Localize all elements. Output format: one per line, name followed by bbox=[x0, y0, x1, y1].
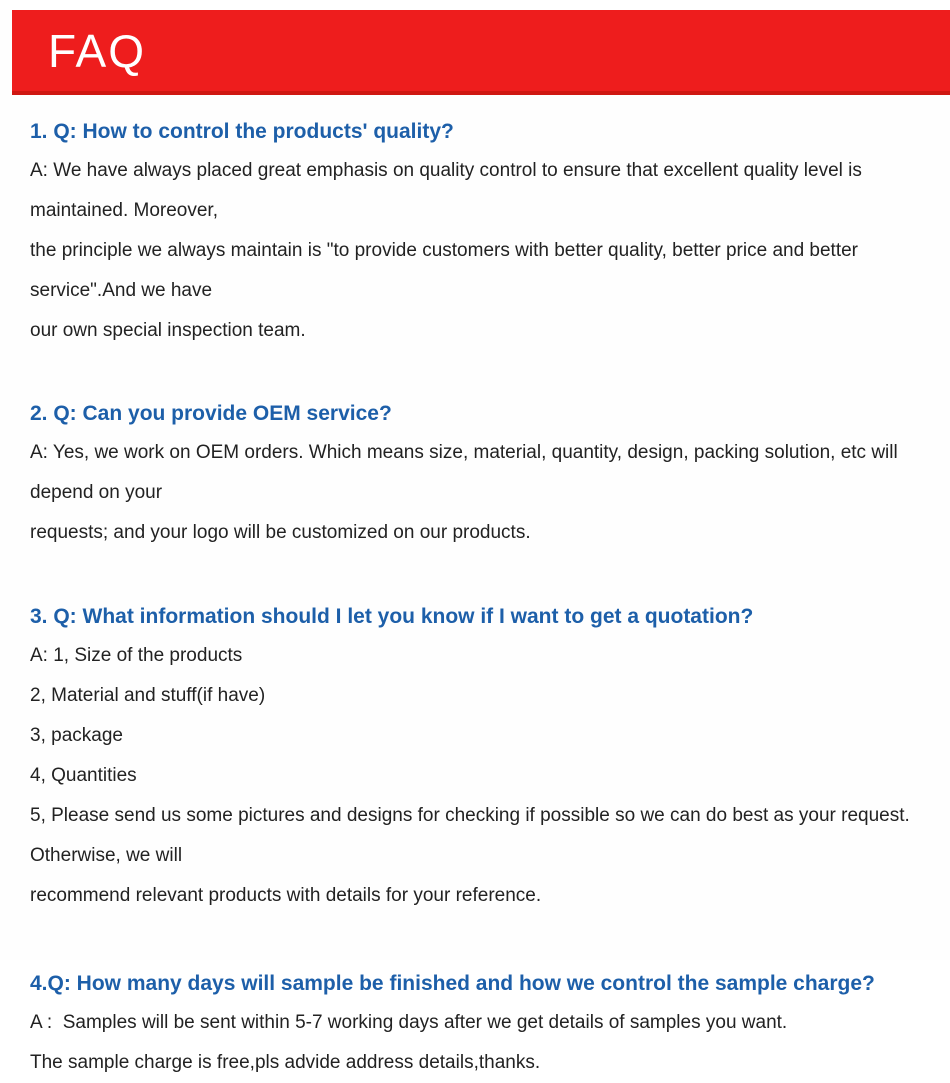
faq-section-4 bbox=[0, 971, 950, 1083]
question-3: 3. Q: What information should I let you know if I want to get a quotation? bbox=[30, 605, 754, 628]
faq-section-1 bbox=[0, 119, 950, 351]
answer-3-line-2: 2, Material and stuff(if have) bbox=[30, 685, 266, 706]
question-1: 1. Q: How to control the products' quality? bbox=[30, 120, 454, 143]
answer-1-line-2: the principle we always maintain is "to provide customers with better quality, better price and better service".And we have bbox=[30, 240, 864, 301]
answer-3-line-4: 4, Quantities bbox=[30, 765, 137, 786]
page-title: FAQ bbox=[48, 24, 147, 77]
question-4: 4.Q: How many days will sample be finished and how we control the sample charge? bbox=[30, 972, 875, 995]
answer-3-line-1: A: 1, Size of the products bbox=[30, 645, 243, 666]
answer-3-line-5: 5, Please send us some pictures and designs for checking if possible so we can do best as your request. Otherwise, we will bbox=[30, 805, 916, 866]
faq-section-3 bbox=[0, 604, 950, 916]
answer-1-line-3: our own special inspection team. bbox=[30, 320, 306, 341]
answer-4 bbox=[30, 1003, 930, 1083]
answer-4-line-2: The sample charge is free,pls advide address details,thanks. bbox=[30, 1052, 541, 1073]
answer-3-line-3: 3, package bbox=[30, 725, 123, 746]
answer-2-line-1: A: Yes, we work on OEM orders. Which means size, material, quantity, design, packing solution, etc will depend on your bbox=[30, 442, 903, 503]
answer-3 bbox=[30, 636, 930, 916]
faq-page bbox=[0, 10, 950, 1073]
faq-header-banner bbox=[12, 10, 950, 95]
answer-2 bbox=[30, 433, 930, 553]
answer-2-line-2: requests; and your logo will be customized on our products. bbox=[30, 522, 531, 543]
answer-3-line-6: recommend relevant products with details for your reference. bbox=[30, 885, 542, 906]
answer-1-line-1: A: We have always placed great emphasis on quality control to ensure that excellent quality level is maintained. Moreover, bbox=[30, 160, 868, 221]
faq-section-2 bbox=[0, 401, 950, 553]
question-2: 2. Q: Can you provide OEM service? bbox=[30, 402, 392, 425]
answer-4-line-1: A : Samples will be sent within 5-7 working days after we get details of samples you want. bbox=[30, 1012, 788, 1033]
answer-1 bbox=[30, 151, 930, 351]
